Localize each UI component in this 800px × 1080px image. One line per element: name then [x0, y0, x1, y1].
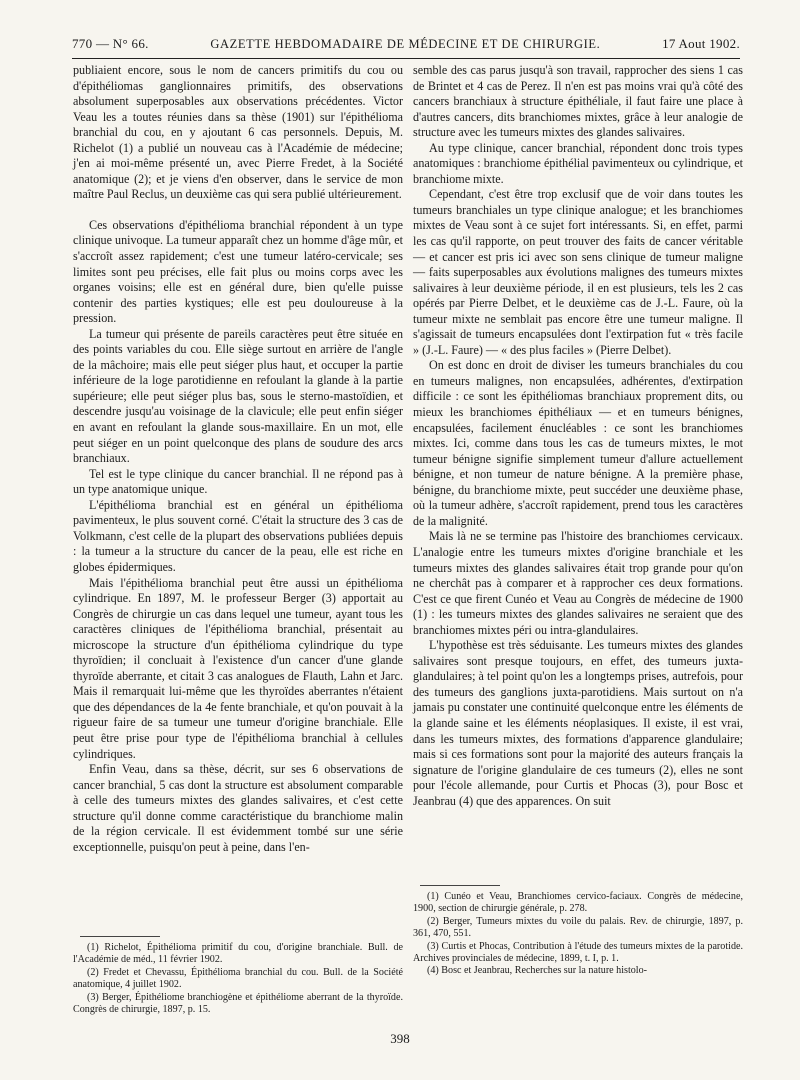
paragraph: Enfin Veau, dans sa thèse, décrit, sur ses 6 observations de cancer branchial, 5 cas dont la structure est absolument comparable à celle des tumeurs mixtes des glandes salivaires, et c'est cette structure qu'il donne comme caractéristique du branchiome malin de la région cervicale. Il est évidemment tombé sur une série exceptionnelle, puisqu'on peut à peine, dans l'en- — [73, 762, 403, 854]
footnote-rule — [80, 936, 160, 937]
paragraph: L'épithélioma branchial est en général un épithélioma pavimenteux, le plus souvent corné. C'était la structure des 3 cas de Volkmann, c'est celle de la plupart des observations publiées depuis : la tumeur a la structure du cancer de la peau, elle est riche en globes épidermiques. — [73, 497, 403, 574]
header-rule — [72, 58, 740, 59]
header-date: 17 Aout 1902. — [662, 36, 740, 51]
left-column — [73, 63, 403, 855]
right-column — [413, 63, 743, 809]
footnote: (1) Richelot, Épithélioma primitif du cou, d'origine branchiale. Bull. de l'Académie de méd., 11 février 1902. — [73, 942, 403, 966]
paragraph: Mais là ne se termine pas l'histoire des branchiomes cervicaux. L'analogie entre les tumeurs mixtes d'origine branchiale et les tumeurs mixtes des glandes salivaires était trop grande pour qu'on ne cherchât pas à comparer et à rapprocher ces deux formations. C'est ce que firent Cunéo et Veau au Congrès de médecine de 1900 (1) : les tumeurs mixtes des glandes salivaires ne seraient que des branchiomes mixtes péri ou intra-glandulaires. — [413, 529, 743, 637]
paragraph: L'hypothèse est très séduisante. Les tumeurs mixtes des glandes salivaires sont presque toujours, en effet, des tumeurs juxta-glandulaires; à tel point qu'on les a longtemps prises, autrefois, pour des tumeurs des ganglions juxta-parotidiens. Mais surtout on n'a jamais pu constater une continuité quelconque entre les éléments de la glande saine et les éléments néoplasiques. Il existe, il est vrai, dans les tumeurs mixtes, des formations d'apparence glandulaire; mais si ces formations sont pour la majorité des auteurs français la signature de l'origine glandulaire de ces tumeurs (2), elles ne sont pour l'école allemande, pour Curtis et Phocas (3), pour Bosc et Jeanbrau (4) que des apparences. On suit — [413, 638, 743, 808]
paragraph: semble des cas parus jusqu'à son travail, rapprocher des siens 1 cas de Brintet et 4 cas de Perez. Il n'en est pas moins vrai qu'à côté des cancers branchiaux à structure épithéliale, il faut faire une place à d'autres cancers, dits branchiomes mixtes, grâce à leur analogie de structure avec les tumeurs mixtes des glandes salivaires. — [413, 63, 743, 140]
paragraph: publiaient encore, sous le nom de cancers primitifs du cou ou d'épithéliomas ganglionnaires primitifs, des observations absolument superposables aux observations précédentes. Victor Veau les a toutes réunies dans sa thèse (1901) sur l'épithélioma branchial du cou, en y ajoutant 6 cas personnels. Depuis, M. Richelot (1) a publié un nouveau cas à l'Académie de médecine; j'en ai moi-même présenté un, avec Pierre Fredet, à la Société anatomique (2); et je viens d'en observer, dans le service de mon maître Paul Reclus, un deuxième cas qui sera publié ultérieurement. — [73, 63, 403, 202]
paragraph: On est donc en droit de diviser les tumeurs branchiales du cou en tumeurs malignes, non encapsulées, adhérentes, d'extirpation difficile : ce sont les épithéliomas branchiaux proprement dits, ou mieux les branchiomes épithéliaux — et en tumeurs bénignes, encapsulées, facilement énucléables : ce sont les branchiomes mixtes. Ici, comme dans tous les cas de tumeurs mixtes, le mot tumeur bénigne signifie simplement tumeur d'allure actuellement bénigne, et non tumeur de nature bénigne. A la première phase, bénigne, du branchiome mixte, peut succéder une deuxième phase, où la tumeur adhère, s'accroît rapidement, prend tous les caractères de la malignité. — [413, 358, 743, 528]
page-number: 398 — [390, 1031, 410, 1046]
header-issue: 770 — N° 66. — [72, 36, 149, 51]
right-footnotes — [413, 891, 743, 978]
footnote: (2) Fredet et Chevassu, Épithélioma branchial du cou. Bull. de la Société anatomique, 4 juillet 1902. — [73, 966, 403, 991]
footnote: (2) Berger, Tumeurs mixtes du voile du palais. Rev. de chirurgie, 1897, p. 361, 470, 551. — [413, 915, 743, 940]
left-footnotes — [73, 942, 403, 1016]
paragraph: Ces observations d'épithélioma branchial répondent à un type clinique univoque. La tumeur apparaît chez un homme d'âge mûr, et s'accroît assez rapidement; c'est une tumeur latéro-cervicale; ses limites sont peu précises, elle fait plus ou moins corps avec les organes voisins; elle est en général dure, bien qu'elle puisse contenir des parties kystiques; elle est peu douloureuse à la pression. — [73, 217, 403, 326]
footnote-rule — [420, 885, 500, 886]
paragraph: La tumeur qui présente de pareils caractères peut être située en des points variables du cou. Elle siège surtout en arrière de l'angle de la mâchoire; mais elle peut siéger plus haut, et occuper la partie inférieure de la loge parotidienne en refoulant la glande à la partie supérieure; elle peut siéger plus bas, sous le sterno-mastoïdien, et descendre jusqu'au voisinage de la clavicule; elle peut enfin siéger en avant en refoulant la glande sous-maxillaire. En un mot, elle peut siéger en un point quelconque des plans de soudure des arcs branchiaux. — [73, 326, 403, 466]
header-journal-title: GAZETTE HEBDOMADAIRE DE MÉDECINE ET DE CHIRURGIE. — [210, 37, 601, 51]
footnote: (4) Bosc et Jeanbrau, Recherches sur la nature histolo- — [427, 965, 648, 977]
running-header — [72, 36, 740, 52]
paragraph: Mais l'épithélioma branchial peut être aussi un épithélioma cylindrique. En 1897, M. le professeur Berger (3) apportait au Congrès de chirurgie un cas dans lequel une tumeur, ayant tous les caractères cliniques de l'épithélioma branchial, présentait au microscope la structure d'un épithélioma cylindrique du type thyroïdien; il concluait à l'existence d'un cancer d'une glande thyroïde aberrante, et citait 3 cas analogues de Flauth, Lahn et Jarc. Mais il remarquait lui-même que les thyroïdes aberrantes n'étaient que des dépendances de la 4e fente branchiale, et qu'on pouvait à la rigueur faire de sa tumeur une tumeur d'origine branchiale. Elle peut être prise pour type de l'épithélioma branchial à cellules cylindriques. — [73, 575, 403, 761]
paragraph: Au type clinique, cancer branchial, répondent donc trois types anatomiques : branchiome épithélial pavimenteux ou cylindrique, et branchiome mixte. — [413, 140, 743, 186]
footnote: (3) Curtis et Phocas, Contribution à l'étude des tumeurs mixtes de la parotide. Archives provinciales de médecine, 1899, t. I, p. 1. — [413, 940, 743, 965]
paragraph: Cependant, c'est être trop exclusif que de voir dans toutes les tumeurs branchiales un type clinique analogue; et les branchiomes mixtes de Veau sont à ce sujet fort intéressants. Si, en effet, parmi les cas qu'il rapporte, on peut trouver des faits de cancer véritable — et cancer est pris ici avec son sens clinique de tumeur maligne — faits superposables aux évolutions malignes des tumeurs mixtes salivaires à leur deuxième période, il en est plusieurs, tels les 2 cas opérés par Pierre Delbet, et le deuxième cas de J.-L. Faure, où la tumeur mixte ne semblait pas encore être une tumeur maligne. Il s'agissait de tumeurs encapsulées dont l'extirpation fut « très facile » (J.-L. Faure) — « des plus faciles » (Pierre Delbet). — [413, 187, 743, 357]
footnote: (3) Berger, Épithéliome branchiogène et épithéliome aberrant de la thyroïde. Congrès de chirurgie, 1897, p. 15. — [73, 991, 403, 1016]
paragraph: Tel est le type clinique du cancer branchial. Il ne répond pas à un type anatomique unique. — [73, 466, 403, 497]
footnote: (1) Cunéo et Veau, Branchiomes cervico-faciaux. Congrès de médecine, 1900, section de chirurgie générale, p. 278. — [413, 891, 743, 915]
